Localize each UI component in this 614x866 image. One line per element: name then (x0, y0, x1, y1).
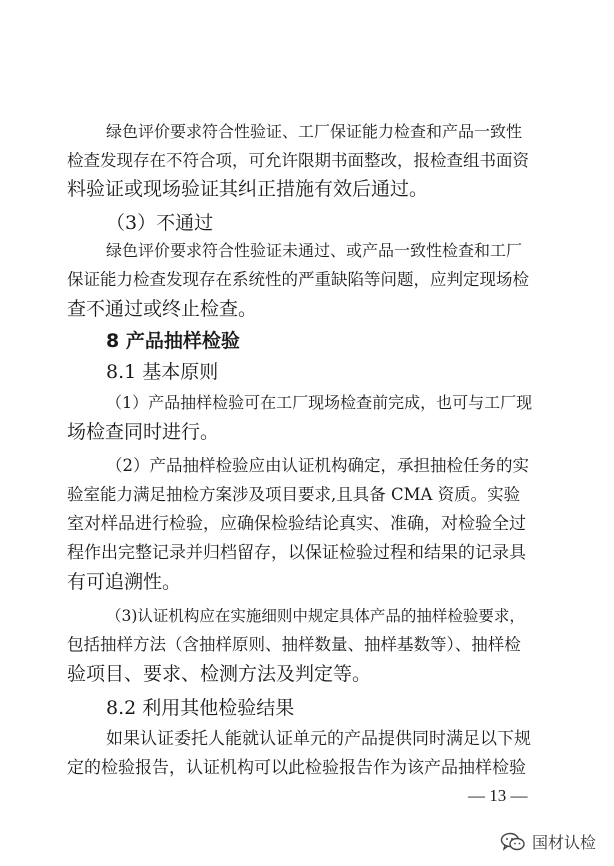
text-line: （2）产品抽样检验应由认证机构确定，承担抽检任务的实 (106, 456, 529, 475)
text-line: 8.2 利用其他检验结果 (106, 697, 295, 719)
text-line: 室对样品进行检验，应确保检验结论真实、准确，对检验全过 (67, 514, 526, 534)
text-line: 验项目、要求、检测方法及判定等。 (67, 663, 372, 685)
text-line: 料验证或现场验证其纠正措施有效后通过。 (67, 178, 429, 200)
wechat-watermark (500, 830, 596, 853)
text-line: 如果认证委托人能就认证单元的产品提供同时满足以下规 (106, 729, 531, 749)
text-line: 检查发现存在不符合项，可允许限期书面整改，报检查组书面资 (67, 151, 529, 170)
text-line: 定的检验报告，认证机构可以此检验报告作为该产品抽样检验 (67, 758, 526, 778)
text-line: 查不通过或终止检查。 (67, 298, 258, 320)
page-number: — 13 — (468, 786, 528, 805)
text-line: 验室能力满足抽检方案涉及项目要求,且具备 CMA 资质。实验 (67, 485, 521, 504)
watermark-text: 国材认检 (532, 833, 597, 852)
text-line: 有可追溯性。 (67, 571, 182, 593)
text-line: 绿色评价要求符合性验证、工厂保证能力检查和产品一致性 (106, 122, 523, 141)
text-line: （3）不通过 (106, 212, 214, 234)
text-line: （3)认证机构应在实施细则中规定具体产品的抽样检验要求， (106, 607, 525, 625)
text-line: 8.1 基本原则 (106, 361, 219, 383)
text-line: 程作出完整记录并归档留存，以保证检验过程和结果的记录具 (67, 543, 526, 563)
text-line: 场检查同时进行。 (67, 421, 220, 443)
text-line: （1）产品抽样检验可在工厂现场检查前完成，也可与工厂现 (106, 393, 533, 412)
text-line: 保证能力检查发现存在系统性的严重缺陷等问题，应判定现场检 (67, 270, 529, 289)
text-line: 包括抽样方法（含抽样原则、抽样数量、抽样基数等）、抽样检 (67, 635, 521, 654)
wechat-icon (500, 832, 526, 852)
text-line: 绿色评价要求符合性验证未通过、或产品一致性检查和工厂 (106, 241, 523, 260)
section-heading: 8 产品抽样检验 (106, 330, 240, 352)
